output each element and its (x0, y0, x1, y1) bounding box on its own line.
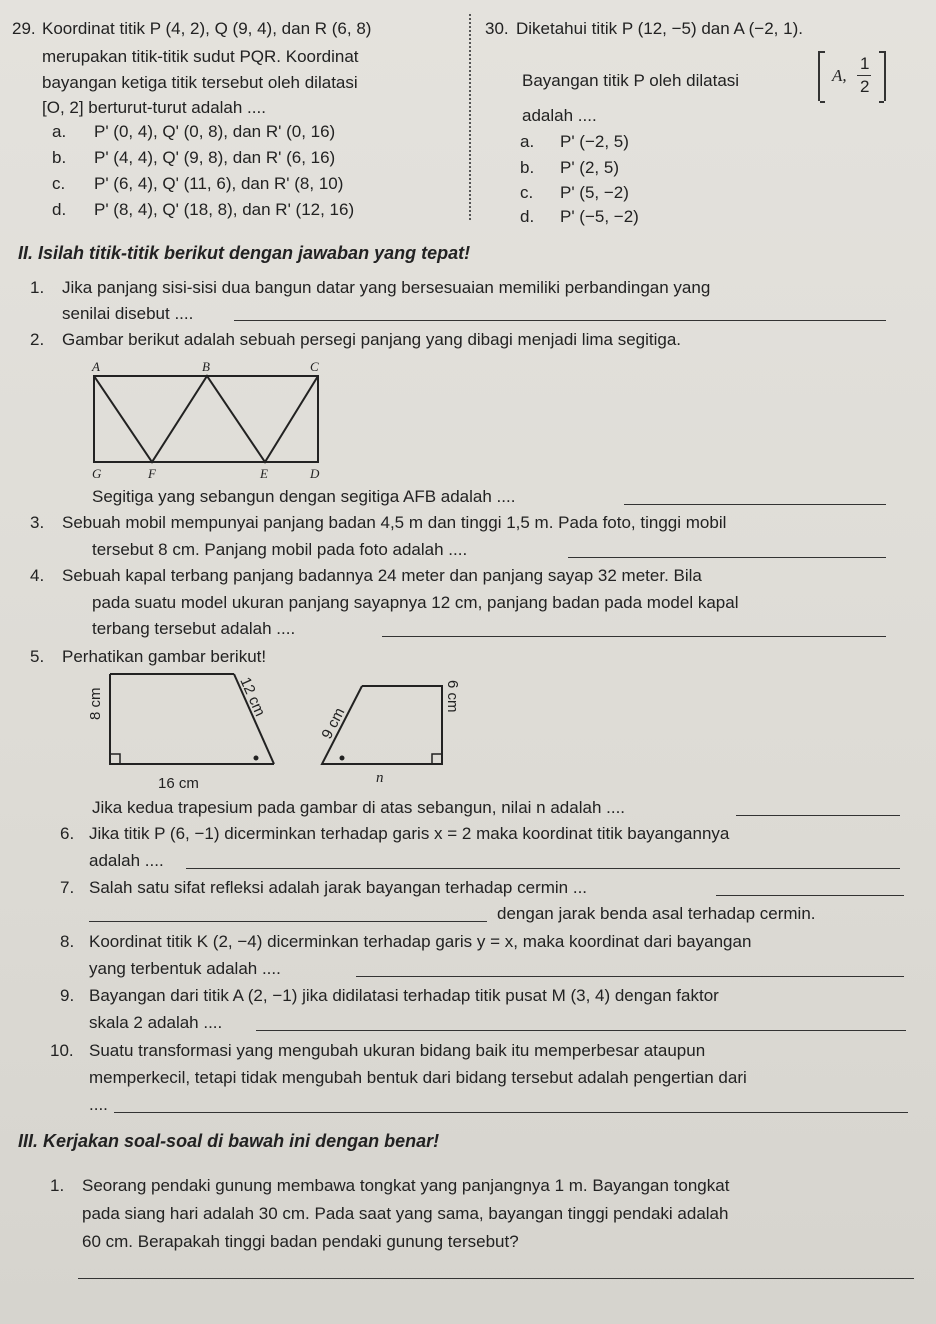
label-A: A (92, 359, 100, 374)
column-divider (469, 14, 471, 220)
q30-number: 30. (485, 19, 509, 38)
q29-option-b: P' (4, 4), Q' (9, 8), dan R' (6, 16) (94, 148, 336, 167)
matrix-center: A, (832, 66, 847, 85)
s2-q7-line1: Salah satu sifat refleksi adalah jarak bayangan terhadap cermin ... (89, 878, 588, 897)
s2-q3-line1: Sebuah mobil mempunyai panjang badan 4,5 m dan tinggi 1,5 m. Pada foto, tinggi mobil (62, 513, 727, 532)
s2-q6-answer-blank[interactable] (186, 868, 900, 869)
zigzag-lines (94, 376, 318, 462)
s2-q3-line2: tersebut 8 cm. Panjang mobil pada foto adalah .... (92, 540, 468, 559)
s2-q4-answer-blank[interactable] (382, 636, 886, 637)
label-F: F (148, 466, 156, 481)
s3-q1-line3: 60 cm. Berapakah tinggi badan pendaki gunung tersebut? (82, 1232, 519, 1251)
s2-q1-answer-blank[interactable] (234, 320, 886, 321)
q29-option-d: P' (8, 4), Q' (18, 8), dan R' (12, 16) (94, 200, 355, 219)
section-3-title: III. Kerjakan soal-soal di bawah ini dengan benar! (18, 1131, 440, 1151)
s2-q2-number: 2. (30, 330, 45, 349)
label-D: D (310, 466, 320, 481)
dilation-matrix (818, 51, 886, 101)
q30-option-d: P' (−5, −2) (560, 207, 639, 226)
s2-q8-number: 8. (60, 932, 75, 951)
s2-q8-answer-blank[interactable] (356, 976, 904, 977)
q29-line2: merupakan titik-titik sudut PQR. Koordinat (42, 47, 359, 66)
q29-number: 29. (12, 19, 36, 38)
s2-q10-line1: Suatu transformasi yang mengubah ukuran bidang baik itu memperbesar ataupun (89, 1041, 706, 1060)
s2-q5-answer-blank[interactable] (736, 815, 900, 816)
s2-q4-line1: Sebuah kapal terbang panjang badannya 24 meter dan panjang sayap 32 meter. Bila (62, 566, 702, 585)
q30-option-b: P' (2, 5) (560, 158, 619, 177)
q29-option-a: P' (0, 4), Q' (0, 8), dan R' (0, 16) (94, 122, 336, 141)
s2-q5-line2: Jika kedua trapesium pada gambar di atas sebangun, nilai n adalah .... (92, 798, 626, 817)
s2-q7-line2: dengan jarak benda asal terhadap cermin. (497, 904, 816, 923)
label-16cm: 16 cm (158, 775, 199, 792)
label-E: E (260, 466, 268, 481)
right-angle-dot (340, 756, 345, 761)
rectangle-five-triangles-figure (88, 358, 328, 482)
right-right-angle-mark (432, 754, 442, 764)
s2-q4-line3: terbang tersebut adalah .... (92, 619, 296, 638)
s2-q10-line2: memperkecil, tetapi tidak mengubah bentuk dari bidang tersebut adalah pengertian dari (89, 1068, 747, 1087)
label-6cm: 6 cm (444, 680, 461, 713)
s2-q3-answer-blank[interactable] (568, 557, 886, 558)
label-n: n (376, 770, 384, 786)
s2-q9-line2: skala 2 adalah .... (89, 1013, 223, 1032)
q30-option-a: P' (−2, 5) (560, 132, 629, 151)
s2-q6-line1: Jika titik P (6, −1) dicerminkan terhadap garis x = 2 maka koordinat titik bayangannya (89, 824, 730, 843)
s2-q2-answer-blank[interactable] (624, 504, 886, 505)
s2-q5-number: 5. (30, 647, 45, 666)
left-angle-dot (254, 756, 259, 761)
s2-q9-number: 9. (60, 986, 75, 1005)
q29-line1: Koordinat titik P (4, 2), Q (9, 4), dan R (6, 8) (42, 19, 372, 38)
q29-option-c: P' (6, 4), Q' (11, 6), dan R' (8, 10) (94, 174, 344, 193)
q30-line1: Diketahui titik P (12, −5) dan A (−2, 1). (516, 19, 803, 38)
label-12cm: 12 cm (236, 674, 269, 719)
q30-line2: Bayangan titik P oleh dilatasi (522, 71, 740, 90)
s2-q6-number: 6. (60, 824, 75, 843)
s2-q1-line1: Jika panjang sisi-sisi dua bangun datar yang bersesuaian memiliki perbandingan yang (62, 278, 711, 297)
matrix-numerator: 1 (860, 54, 870, 73)
s2-q10-answer-blank[interactable] (114, 1112, 908, 1113)
q29-line3: bayangan ketiga titik tersebut oleh dilatasi (42, 73, 358, 92)
s2-q4-line2: pada suatu model ukuran panjang sayapnya 12 cm, panjang badan pada model kapal (92, 593, 739, 612)
s3-q1-line1: Seorang pendaki gunung membawa tongkat yang panjangnya 1 m. Bayangan tongkat (82, 1176, 730, 1195)
q30-option-a-label: a. (520, 132, 535, 151)
s2-q4-number: 4. (30, 566, 45, 585)
label-G: G (92, 466, 102, 481)
s2-q9-line1: Bayangan dari titik A (2, −1) jika didilatasi terhadap titik pusat M (3, 4) dengan faktor (89, 986, 719, 1005)
s2-q10-line3: .... (89, 1095, 108, 1114)
s2-q8-line2: yang terbentuk adalah .... (89, 959, 281, 978)
q30-option-d-label: d. (520, 207, 535, 226)
label-9cm: 9 cm (318, 705, 349, 742)
section-2-title: II. Isilah titik-titik berikut dengan jawaban yang tepat! (18, 243, 471, 263)
q29-option-a-label: a. (52, 122, 67, 141)
left-right-angle-mark (110, 754, 120, 764)
q30-option-b-label: b. (520, 158, 535, 177)
s2-q7-answer-blank-1[interactable] (716, 895, 904, 896)
q30-option-c: P' (5, −2) (560, 183, 629, 202)
q29-line4: [O, 2] berturut-turut adalah .... (42, 98, 266, 117)
s2-q1-line2: senilai disebut .... (62, 304, 194, 323)
trapezium-pair-figure (84, 668, 464, 796)
s2-q5-line1: Perhatikan gambar berikut! (62, 647, 267, 666)
s2-q6-line2: adalah .... (89, 851, 164, 870)
q29-option-c-label: c. (52, 174, 66, 193)
s2-q7-number: 7. (60, 878, 75, 897)
s2-q10-number: 10. (50, 1041, 74, 1060)
s2-q1-number: 1. (30, 278, 45, 297)
q30-line3: adalah .... (522, 106, 597, 125)
label-8cm: 8 cm (87, 687, 104, 720)
s3-q1-line2: pada siang hari adalah 30 cm. Pada saat yang sama, bayangan tinggi pendaki adalah (82, 1204, 729, 1223)
s2-q3-number: 3. (30, 513, 45, 532)
s2-q2-line1: Gambar berikut adalah sebuah persegi panjang yang dibagi menjadi lima segitiga. (62, 330, 682, 349)
rectangle-outline (94, 376, 318, 462)
q29-option-b-label: b. (52, 148, 67, 167)
s3-q1-answer-blank[interactable] (78, 1278, 914, 1279)
s2-q9-answer-blank[interactable] (256, 1030, 906, 1031)
s3-q1-number: 1. (50, 1176, 65, 1195)
s2-q8-line1: Koordinat titik K (2, −4) dicerminkan terhadap garis y = x, maka koordinat dari bayangan (89, 932, 752, 951)
s2-q7-answer-blank-2[interactable] (89, 921, 487, 922)
label-B: B (202, 359, 210, 374)
s2-q2-line2: Segitiga yang sebangun dengan segitiga AFB adalah .... (92, 487, 516, 506)
left-trapezium-base (110, 734, 234, 764)
matrix-denominator: 2 (860, 77, 870, 96)
q30-option-c-label: c. (520, 183, 534, 202)
label-C: C (310, 359, 319, 374)
q29-option-d-label: d. (52, 200, 67, 219)
